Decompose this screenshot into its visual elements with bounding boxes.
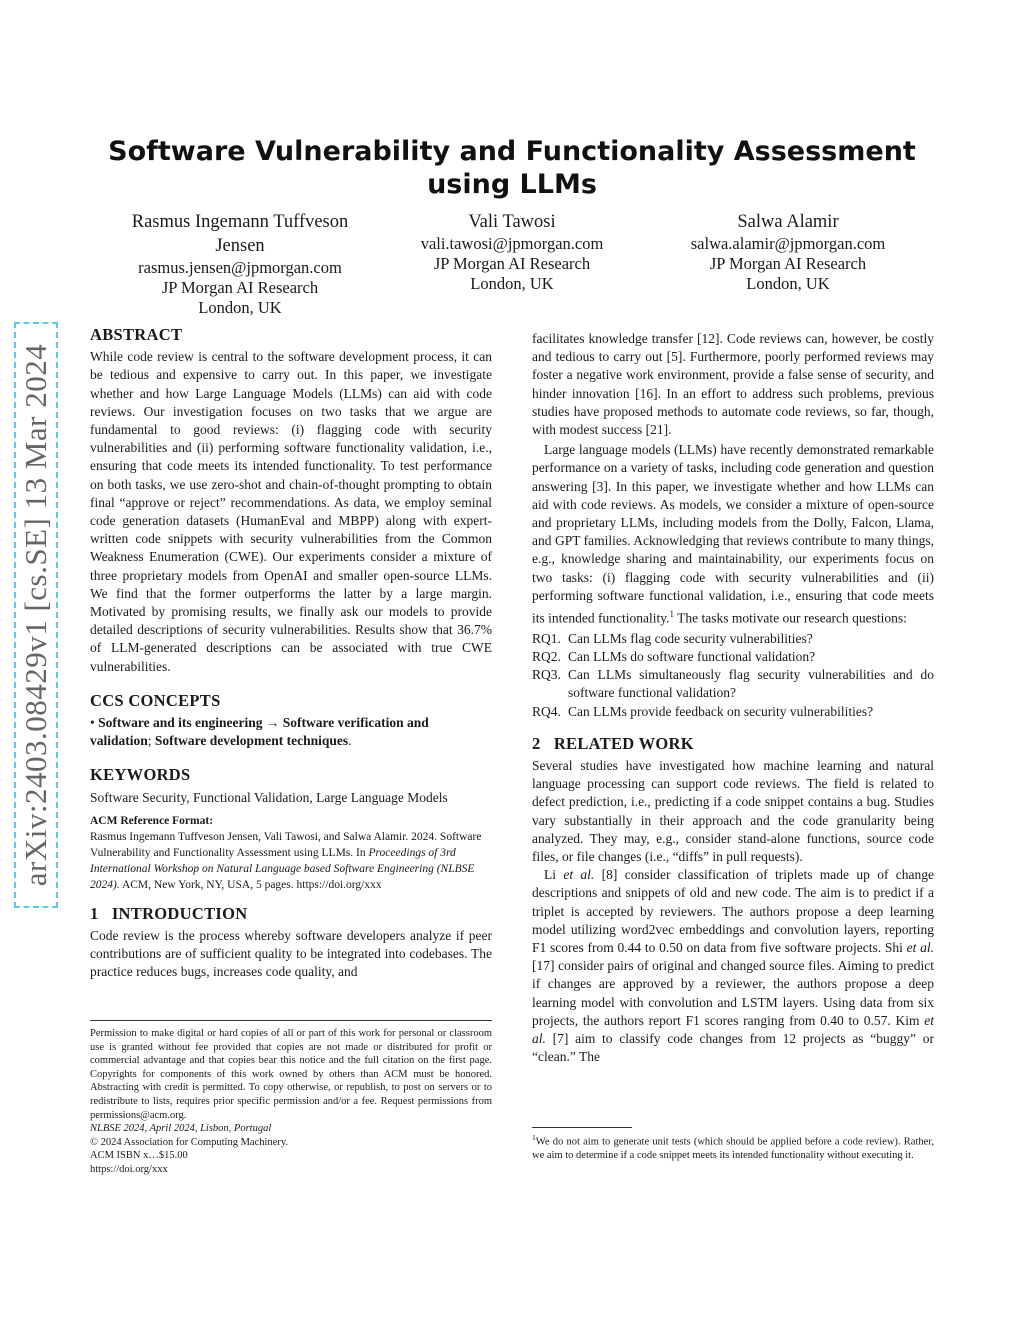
- author-email: rasmus.jensen@jpmorgan.com: [138, 258, 342, 277]
- acm-reference-text: Rasmus Ingemann Tuffveson Jensen, Vali Tawosi, and Salwa Alamir. 2024. Software Vulnerability and Functionality Assessment using LLMs. In: [90, 830, 482, 859]
- rq-text: Can LLMs provide feedback on security vulnerabilities?: [568, 703, 874, 719]
- author-location: London, UK: [198, 298, 282, 317]
- rq-label: RQ2.: [532, 648, 561, 664]
- conference-venue: NLBSE 2024, April 2024, Lisbon, Portugal: [90, 1123, 272, 1135]
- left-column: [90, 326, 492, 982]
- ccs-concept-2: Software development techniques: [154, 733, 349, 749]
- intro-paragraph-2-end: The tasks motivate our research questions:: [673, 610, 907, 626]
- author-3: [668, 210, 908, 294]
- related-work-heading: 2 RELATED WORK: [532, 733, 694, 753]
- permission-text: Permission to make digital or hard copies of all or part of this work for personal or classroom use is granted without fee provided that copies are not made or distributed for profit or commercial advantage and that copies bear this notice and the full citation on the first page. Copyrights for components of this work owned by others than ACM must be honored. Abstracting with credit is permitted. To copy otherwise, or republish, to post on servers or to redistribute to lists, requires prior specific permission and/or a fee. Request permissions from permissions@acm.org.: [90, 1028, 492, 1121]
- isbn-line: ACM ISBN x…$15.00: [90, 1150, 188, 1162]
- acm-reference-venue: Proceedings of 3rd International Workshop on Natural Language based Software Engineering (NLBSE 2024).: [90, 846, 475, 891]
- permission-block: [90, 1027, 492, 1177]
- related-text: [8] consider classification of triplets made up of change descriptions and snippets of old and new code. The aim is to predict if a triplet is accepted by reviewers. The authors propose a deep learning model utilizing word2vec embeddings and convolution layers, reporting F1 scores from 0.44 to 0.50 on data from five software projects. Shi: [532, 867, 935, 955]
- rq-text: Can LLMs do software functional validation?: [568, 648, 816, 664]
- ccs-heading: CCS CONCEPTS: [90, 690, 221, 710]
- author-email: vali.tawosi@jpmorgan.com: [420, 234, 604, 253]
- rq-text: Can LLMs flag code security vulnerabilities?: [568, 630, 813, 646]
- keywords-heading: KEYWORDS: [90, 765, 191, 785]
- ccs-concept-1: Software and its engineering → Software verification and validation: [90, 715, 429, 749]
- research-questions: [532, 630, 934, 721]
- arxiv-stamp: [14, 322, 58, 908]
- related-text: Li: [544, 867, 564, 883]
- et-al: et al.: [563, 867, 595, 883]
- rq-label: RQ4.: [532, 703, 561, 719]
- intro-paragraph-continued: facilitates knowledge transfer [12]. Code reviews can, however, be costly and tedious to carry out [5]. Furthermore, poorly performed reviews may foster a negative work environment, provide a false sense of security, and hinder innovation [16]. In an effort to address such problems, previous studies have proposed methods to automate code reviews, so far, though, with modest success [21].: [532, 331, 934, 438]
- author-name: Salwa Alamir: [737, 212, 839, 232]
- related-work-paragraph-2: [532, 866, 934, 1066]
- right-column: [532, 330, 934, 1066]
- ccs-end: .: [348, 733, 352, 749]
- related-text: [17] consider pairs of original and changed source files. Aiming to predict if changes are approved by a reviewer, the authors propose a deep learning model with convolution and LSTM layers. Using data from six projects, the authors report F1 scores ranging from 0.40 to 0.57. Kim: [532, 958, 934, 1028]
- abstract-heading: ABSTRACT: [90, 325, 183, 344]
- author-location: London, UK: [470, 274, 554, 293]
- abstract-text: While code review is central to the software development process, it can be tedious and expensive to carry out. In this paper, we investigate whether and how Large Language Models (LLMs) can aid with code reviews. Our investigation focuses on two tasks that we argue are fundamental to good reviews: (i) flagging code with security vulnerabilities and (ii) performing software functionality validation, i.e., ensuring that code meets its intended functionality. To test performance on both tasks, we use zero-shot and chain-of-thought prompting to obtain final “approve or reject” recommendations. As data, we employ seminal code generation datasets (HumanEval and MBPP) along with expert-written code snippets with security vulnerabilities from the Common Weakness Enumeration (CWE). Our experiments consider a mixture of three proprietary models from OpenAI and smaller open-source LLMs. We find that the former outperforms the latter by a large margin. Motivated by promising results, we finally ask our models to provide detailed descriptions of security vulnerabilities. Results show that 36.7% of LLM-generated descriptions can be associated with true CWE vulnerabilities.: [90, 349, 492, 674]
- rq-item: [532, 703, 934, 721]
- rq-text: Can LLMs simultaneously flag security vulnerabilities and do software functional validation?: [568, 667, 934, 701]
- acm-reference: [90, 813, 492, 893]
- footnote-rule-right: [532, 1127, 632, 1128]
- footnote-text: We do not aim to generate unit tests (which should be applied before a code review). Rather, we aim to determine if a code snippet meets its intended functionality without executing it.: [532, 1136, 934, 1162]
- intro-paragraph-2-text: Large language models (LLMs) have recently demonstrated remarkable performance on a variety of tasks, including code generation and question answering [3]. In this paper, we investigate whether and how LLMs can aid with code reviews. As models, we consider a mixture of open-source and proprietary LLMs, including models from the Dolly, Falcon, Llama, and GPT families. Acknowledging that reviews contribute to many things, e.g., knowledge sharing and maintainability, our experiments focus on two tasks: (i) flagging code with security vulnerabilities and (ii) performing software functional validation, i.e., ensuring that code meets its intended functionality.: [532, 442, 934, 626]
- related-work-paragraph-1: Several studies have investigated how machine learning and natural language processing can support code reviews. The field is related to defect prediction, i.e., predicting if a code snippet contains a bug. Studies vary substantially in their approach and the code granularity being analyzed. They may, e.g., consider stand-alone functions, source code files, or file changes (i.e., “diffs” in pull requests).: [532, 757, 934, 864]
- footnote-mark: 1: [669, 609, 674, 620]
- arxiv-id: arXiv:2403.08429v1 [cs.SE] 13 Mar 2024: [18, 343, 53, 887]
- related-text: [7] aim to classify code changes from 12 projects as “buggy” or “clean.” The: [532, 1031, 934, 1065]
- acm-reference-body: [90, 829, 492, 893]
- intro-paragraph-start: Code review is the process whereby software developers analyze if peer contributions are of sufficient quality to be integrated into codebases. The practice reduces bugs, increases code quality, and: [90, 928, 492, 980]
- author-affiliation: JP Morgan AI Research: [709, 254, 867, 273]
- et-al: et al.: [532, 1012, 934, 1047]
- keywords-text: Software Security, Functional Validation, Large Language Models: [90, 789, 448, 805]
- rq-label: RQ1.: [532, 630, 561, 646]
- acm-reference-tail: ACM, New York, NY, USA, 5 pages. https://doi.org/xxx: [119, 878, 382, 891]
- copyright-line: © 2024 Association for Computing Machinery.: [90, 1136, 289, 1148]
- ccs-bullet: •: [90, 715, 95, 731]
- rq-item: [532, 648, 934, 666]
- acm-reference-heading: ACM Reference Format:: [90, 814, 214, 827]
- intro-heading: 1 INTRODUCTION: [90, 903, 248, 923]
- ccs-separator: ;: [147, 733, 155, 749]
- paper-title: Software Vulnerability and Functionality Assessment using LLMs: [108, 136, 916, 200]
- author-name: Rasmus Ingemann Tuffveson Jensen: [131, 212, 349, 256]
- author-affiliation: JP Morgan AI Research: [161, 278, 319, 297]
- ccs-concepts: [90, 714, 492, 750]
- author-name: Vali Tawosi: [468, 212, 556, 232]
- author-affiliation: JP Morgan AI Research: [433, 254, 591, 273]
- et-al: et al.: [906, 940, 934, 955]
- author-email: salwa.alamir@jpmorgan.com: [690, 234, 886, 253]
- doi-line: https://doi.org/xxx: [90, 1163, 168, 1175]
- author-2: [392, 210, 632, 294]
- rq-label: RQ3.: [532, 667, 561, 683]
- intro-paragraph-2: [532, 441, 934, 628]
- author-1: [110, 210, 370, 318]
- rq-item: [532, 630, 934, 648]
- rq-item: [532, 666, 934, 702]
- footnote-rule: [90, 1020, 492, 1021]
- footnote-number: 1: [532, 1133, 536, 1142]
- author-location: London, UK: [746, 274, 830, 293]
- footnote: [532, 1131, 934, 1163]
